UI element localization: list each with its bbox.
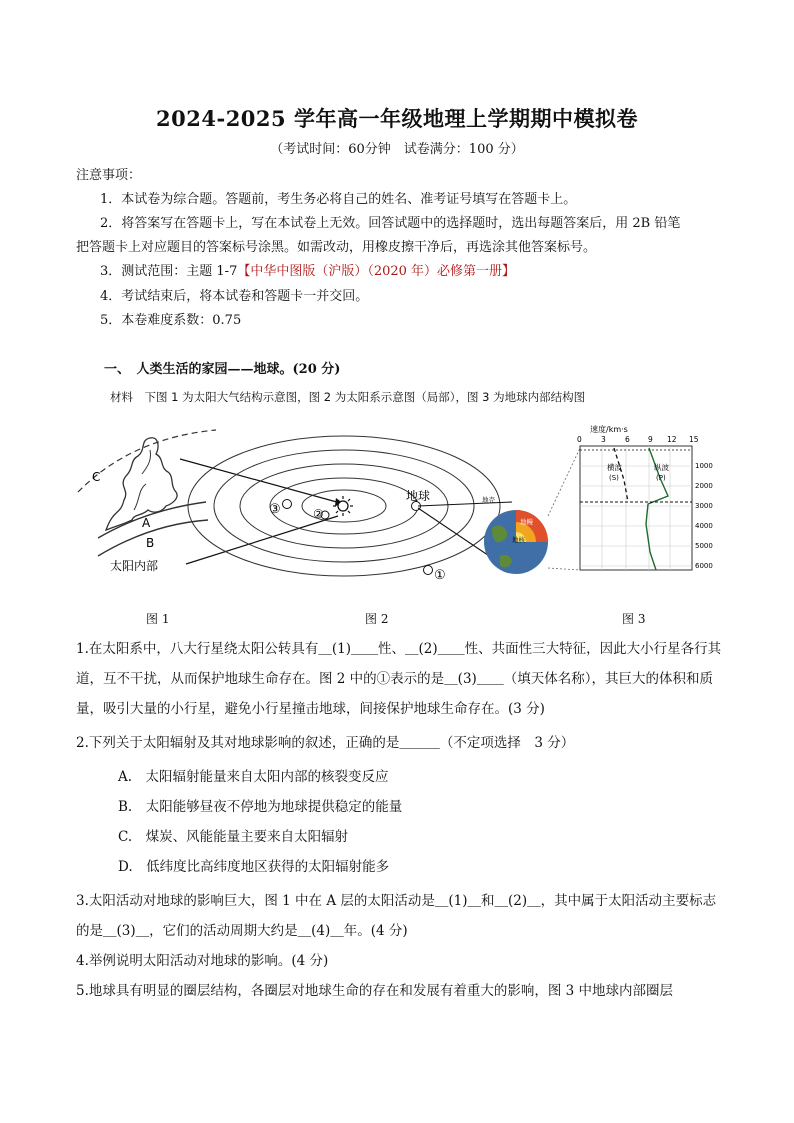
caption-figure-3: 图 3	[622, 612, 646, 626]
depth-tick: 2000	[695, 482, 713, 490]
fig1-label-a: A	[142, 516, 151, 530]
depth-tick: 6000	[695, 562, 713, 570]
planet-3-icon	[283, 500, 292, 509]
fig3-label-crust: 地壳	[482, 496, 495, 504]
fig2-label-earth: 地球	[406, 489, 431, 503]
fig3-label-mantle: 地幔	[520, 518, 533, 526]
option-b: B. 太阳能够昼夜不停地为地球提供稳定的能量	[118, 799, 403, 815]
notice-item-4: 4．考试结束后，将本试卷和答题卡一并交回。	[100, 289, 369, 304]
option-d: D. 低纬度比高纬度地区获得的太阳辐射能多	[118, 859, 390, 875]
earth-link-line-1	[418, 502, 512, 506]
prominence-detail	[134, 450, 151, 510]
figure-3-earth-interior	[482, 424, 713, 574]
fig3-p-wave-label: 纵波	[654, 463, 669, 472]
fig3-s-wave-sub: (S)	[609, 474, 619, 482]
fig1-label-sun-interior: 太阳内部	[110, 559, 159, 573]
fig3-s-wave-label: 横波	[607, 463, 622, 472]
notice-item-3-text: 3．测试范围：主题 1-7	[100, 264, 238, 279]
notice-item-3	[100, 260, 515, 279]
x-tick: 6	[625, 435, 630, 444]
figure-2-solar-system	[188, 436, 512, 583]
x-tick: 9	[648, 435, 653, 444]
question-2: 2.下列关于太阳辐射及其对地球影响的叙述，正确的是＿＿＿（不定项选择 3 分）	[76, 735, 575, 751]
fig3-gridlines	[580, 446, 692, 570]
depth-tick: 4000	[695, 522, 713, 530]
fig3-depth-ticks	[695, 462, 713, 570]
x-tick: 12	[667, 435, 677, 444]
fig3-p-wave-sub: (P)	[656, 474, 666, 482]
fig3-connector-bottom	[548, 568, 580, 570]
fig1-label-c: C	[92, 470, 101, 484]
caption-figure-1: 图 1	[146, 612, 170, 626]
fig3-chart-frame	[580, 446, 692, 570]
fig3-x-ticks	[577, 435, 699, 444]
x-tick: 3	[601, 435, 606, 444]
depth-tick: 5000	[695, 542, 713, 550]
sun-icon	[338, 501, 348, 511]
depth-tick: 1000	[695, 462, 713, 470]
exam-subtitle: （考试时间：60分钟 试卷满分：100 分）	[270, 142, 524, 157]
x-tick: 15	[689, 435, 699, 444]
section-title: 一、 人类生活的家园——地球。(20 分)	[104, 362, 341, 377]
question-1: 1.在太阳系中，八大行星绕太阳公转具有＿(1)＿＿性、＿(2)＿＿性、共面性三大特征，因此大小行星各行其道，互不干扰，从而保护地球生命存在。图 2 中的①表示的是＿(3)＿＿（填天体名称），其巨大的体积和质量，吸引大量的小行星，避免小行星撞击地球，间接保护地球生命存在。(3 分)	[76, 641, 722, 717]
fig3-label-core: 地核	[512, 536, 525, 544]
question-3: 3.太阳活动对地球的影响巨大，图 1 中在 A 层的太阳活动是＿(1)＿和＿(2)＿，其中属于太阳活动主要标志的是＿(3)＿，它们的活动周期大约是＿(4)＿年。(4 分)	[76, 893, 717, 939]
fig2-label-3: ③	[269, 502, 281, 517]
question-4: 4.举例说明太阳活动对地球的影响。(4 分)	[76, 953, 329, 969]
fig3-connector-top	[548, 448, 580, 516]
notice-item-1: 1．本试卷为综合题。答题前，考生务必将自己的姓名、准考证号填写在答题卡上。	[100, 192, 577, 207]
depth-tick: 3000	[695, 502, 713, 510]
option-a: A. 太阳辐射能量来自太阳内部的核裂变反应	[118, 769, 389, 785]
notice-item-2b: 把答题卡上对应题目的答案标号涂黑。如需改动，用橡皮擦干净后，再选涂其他答案标号。	[76, 240, 597, 255]
option-c: C. 煤炭、风能能量主要来自太阳辐射	[118, 829, 349, 845]
notice-heading: 注意事项：	[76, 168, 142, 183]
notice-item-2a: 2．将答案写在答题卡上，写在本试卷上无效。回答试题中的选择题时，选出每题答案后，用 2B 铅笔	[100, 216, 681, 231]
pointer-line-1	[180, 459, 344, 504]
chromosphere-boundary	[98, 502, 206, 538]
fig3-axis-title: 速度/km·s	[590, 425, 628, 434]
question-5: 5.地球具有明显的圈层结构，各圈层对地球生命的存在和发展有着重大的影响，图 3 中地球内部圈层	[76, 983, 674, 999]
x-tick: 0	[577, 435, 582, 444]
notice-item-3-scope: 【中华中图版（沪版）（2020 年）必修第一册】	[237, 264, 516, 279]
exam-title: 2024-2025 学年高一年级地理上学期期中模拟卷	[156, 106, 638, 131]
planet-1-icon	[424, 566, 433, 575]
pointer-line-2	[186, 516, 338, 564]
caption-figure-2: 图 2	[365, 612, 389, 626]
fig2-label-2: ②	[313, 507, 324, 521]
fig1-label-b: B	[146, 536, 155, 550]
notice-item-5: 5．本卷难度系数：0.75	[100, 313, 242, 328]
material-text: 材料 下图 1 为太阳大气结构示意图，图 2 为太阳系示意图（局部），图 3 为地球内部结构图	[110, 390, 586, 404]
fig2-label-1: ①	[434, 568, 446, 583]
figure-panel	[76, 420, 716, 600]
